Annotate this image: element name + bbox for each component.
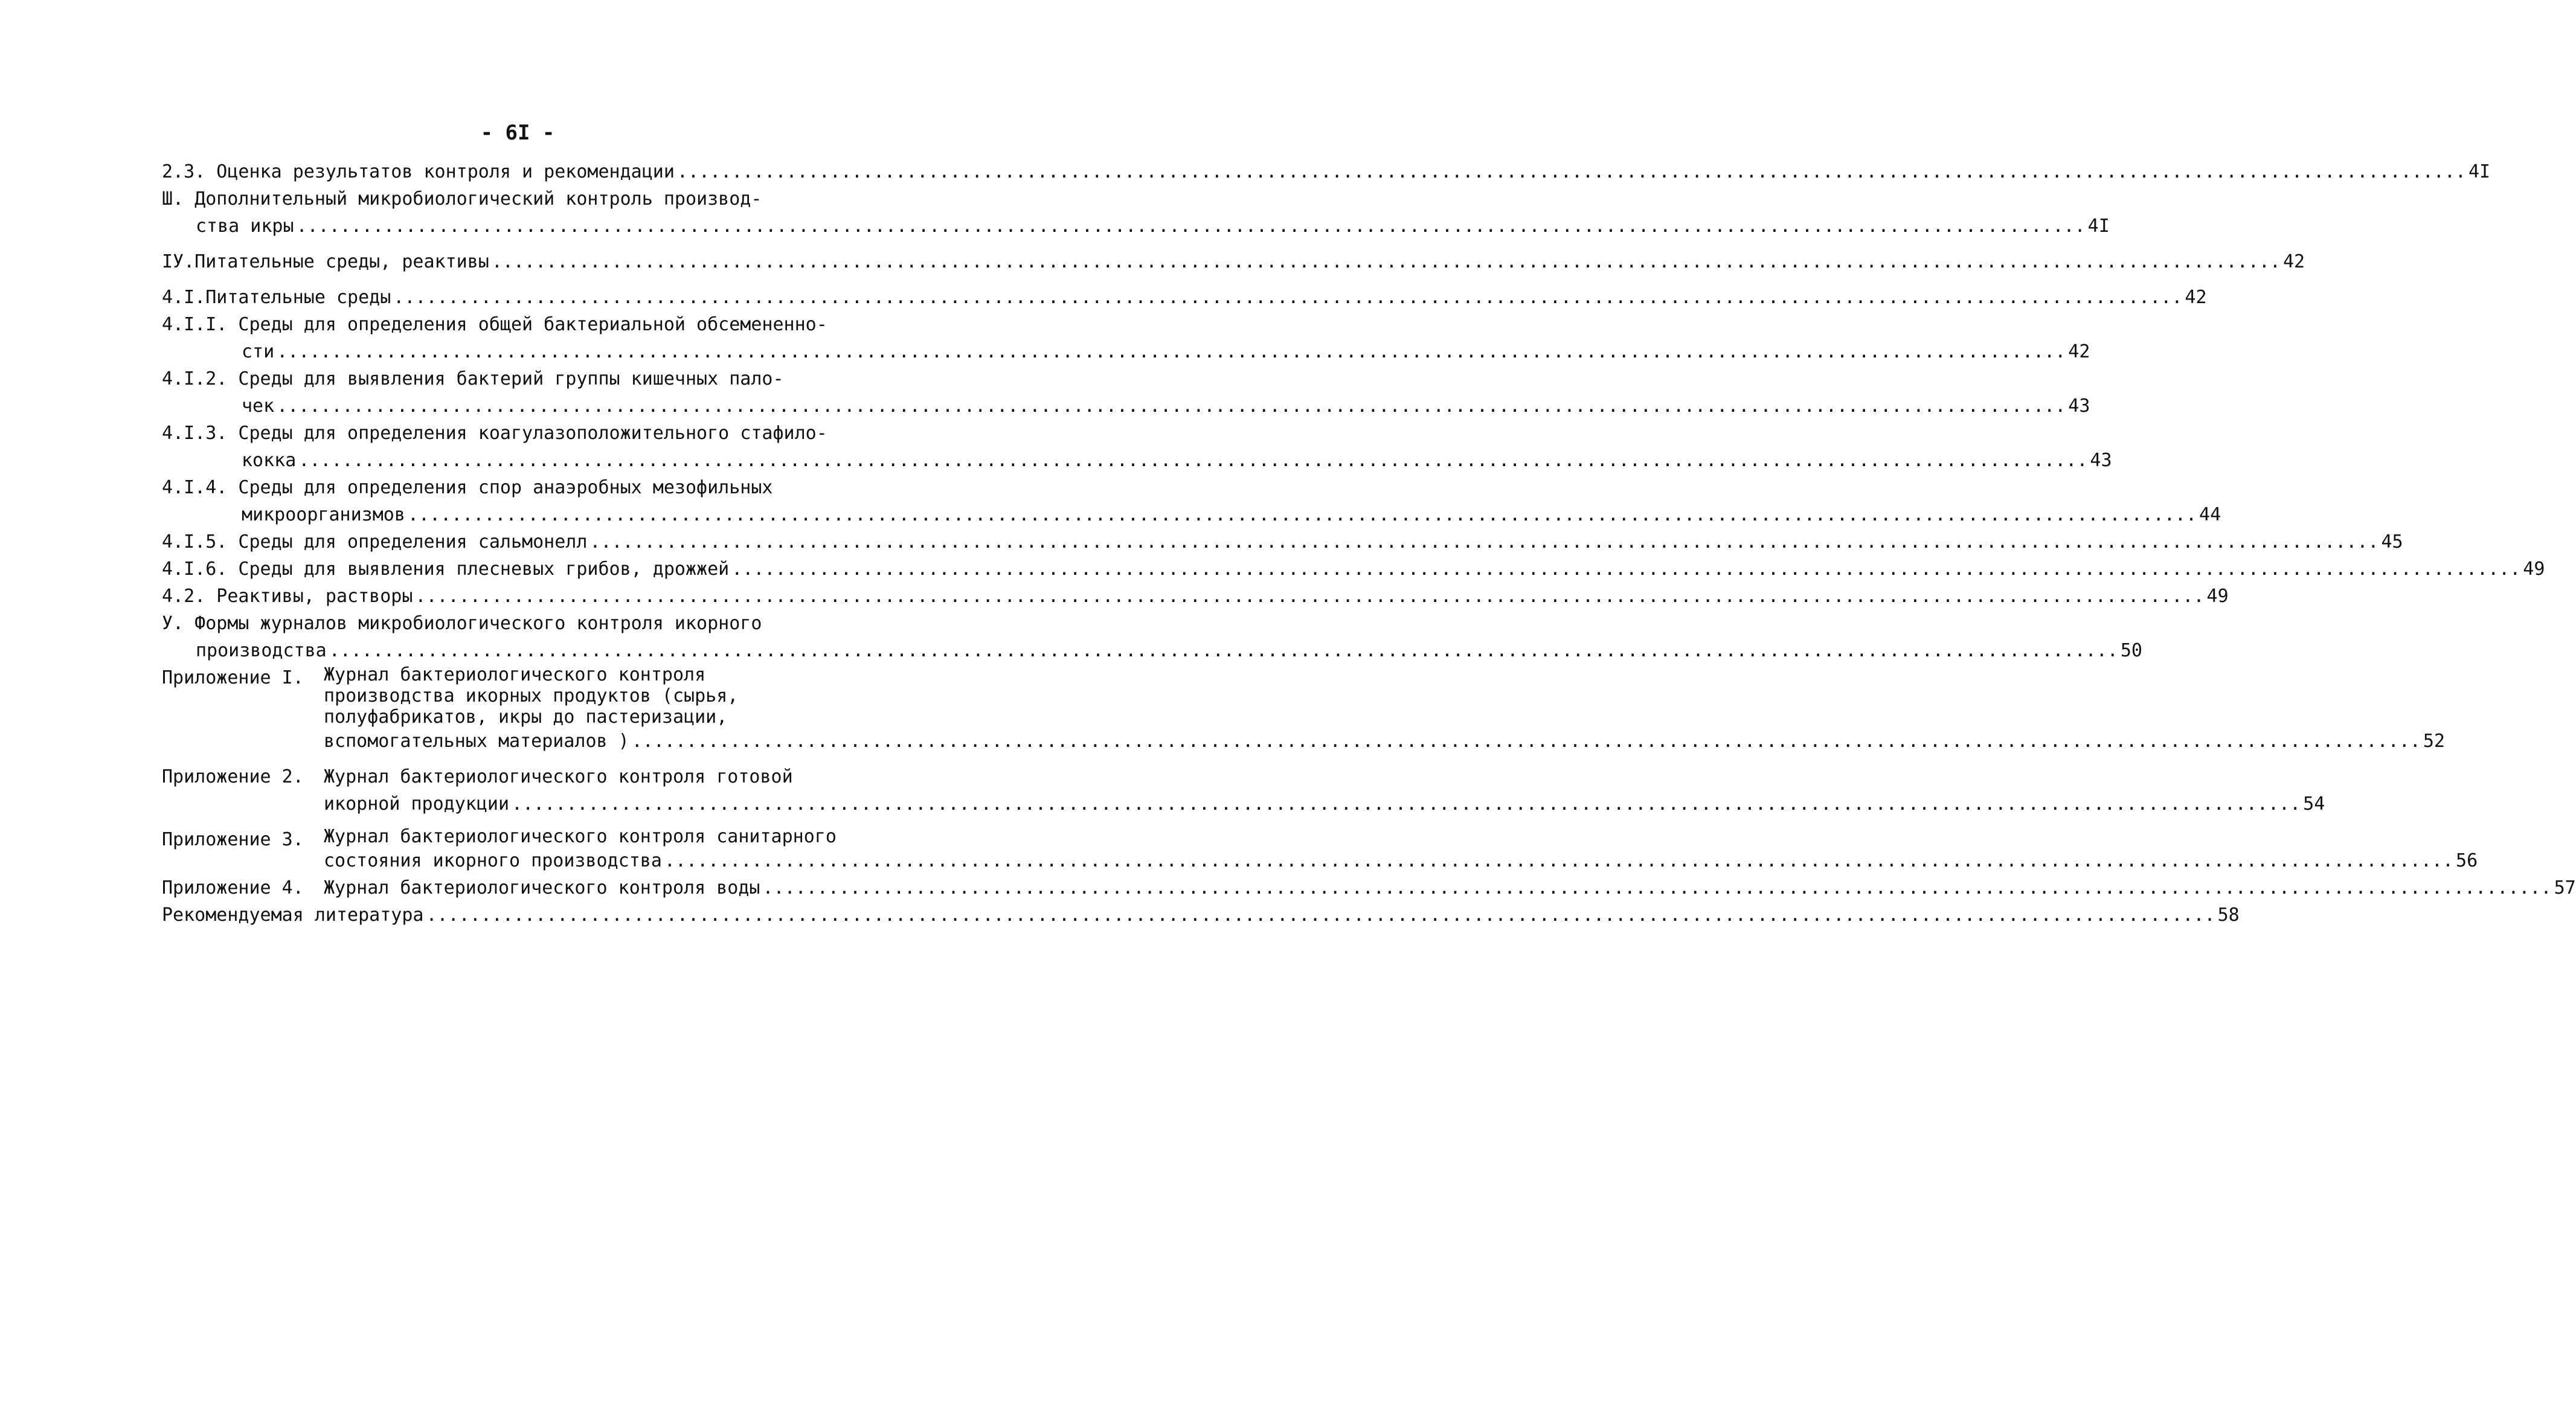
- dot-leader: [677, 158, 2466, 185]
- appendix-text: состояния икорного производства: [324, 850, 662, 871]
- dot-leader: [664, 847, 2453, 874]
- dot-leader: [589, 528, 2378, 556]
- toc-page-ref: 52: [2423, 731, 2445, 752]
- toc-entry-4-1-5: [162, 528, 2403, 556]
- toc-page-ref: 58: [2217, 905, 2240, 926]
- dot-leader: [393, 284, 2182, 311]
- toc-page-ref: 42: [2282, 251, 2305, 272]
- toc-appendix-4: [162, 874, 2576, 901]
- toc-entry-2-3: [162, 158, 2491, 185]
- toc-appendix-3: [162, 826, 2478, 874]
- dot-leader: [632, 728, 2421, 755]
- table-of-contents: [162, 158, 2576, 929]
- appendix-label: Приложение 3.: [162, 829, 304, 850]
- appendix-text: вспомогательных материалов ): [324, 731, 629, 752]
- appendix-text: Журнал бактериологического контроля воды: [324, 877, 760, 898]
- toc-page-ref: 44: [2199, 504, 2221, 525]
- toc-page-ref: 56: [2456, 850, 2478, 871]
- appendix-text: производства икорных продуктов (сырья,: [324, 685, 739, 706]
- dot-leader: [297, 213, 2086, 240]
- dot-leader: [329, 637, 2118, 664]
- toc-entry-text: Ш. Дополнительный микробиологический контроль производ-: [162, 188, 762, 210]
- toc-entry-text-cont: ства икры: [196, 216, 294, 237]
- dot-leader: [492, 248, 2281, 275]
- toc-page-ref: 43: [2090, 450, 2112, 471]
- toc-entry-text: 4.I.4. Среды для определения спор анаэробных мезофильных: [162, 477, 773, 498]
- toc-entry-text: У. Формы журналов микробиологического контроля икорного: [162, 613, 762, 634]
- toc-entry-text-cont: микроорганизмов: [242, 504, 405, 525]
- appendix-text: полуфабрикатов, икры до пастеризации,: [324, 706, 728, 728]
- dot-leader: [277, 338, 2066, 365]
- toc-entry-text: 4.I.2. Среды для выявления бактерий группы кишечных пало-: [162, 368, 784, 389]
- toc-page-ref: 49: [2523, 559, 2545, 580]
- literature-label: Рекомендуемая литература: [162, 905, 424, 926]
- toc-page-ref: 57: [2554, 877, 2576, 898]
- dot-leader: [277, 392, 2066, 420]
- toc-page-ref: 42: [2185, 287, 2207, 308]
- page-number: - 6I -: [480, 121, 555, 145]
- toc-page-ref: 54: [2303, 793, 2325, 815]
- appendix-text: Журнал бактериологического контроля готовой: [324, 766, 793, 787]
- toc-entry-text: 4.I.6. Среды для выявления плесневых грибов, дрожжей: [162, 559, 730, 580]
- toc-entry-text-cont: чек: [242, 395, 275, 417]
- dot-leader: [512, 790, 2301, 818]
- toc-entry-5: [162, 610, 2142, 664]
- dot-leader: [298, 447, 2087, 474]
- toc-entry-text: 4.I.3. Среды для определения коагулазоположительного стафило-: [162, 423, 827, 444]
- appendix-text: Журнал бактериологического контроля: [324, 664, 706, 685]
- appendix-text: Журнал бактериологического контроля санитарного: [324, 826, 837, 847]
- toc-page-ref: 49: [2206, 586, 2229, 607]
- dot-leader: [415, 583, 2204, 610]
- toc-page-ref: 42: [2068, 341, 2090, 362]
- toc-entry-4-1: [162, 284, 2207, 311]
- toc-page-ref: 45: [2381, 531, 2403, 552]
- toc-page-ref: 4I: [2468, 161, 2491, 182]
- toc-entry-text: 4.2. Реактивы, растворы: [162, 586, 413, 607]
- toc-appendix-2: [162, 763, 2325, 818]
- appendix-text: икорной продукции: [324, 793, 510, 815]
- toc-entry-text: 2.3. Оценка результатов контроля и рекомендации: [162, 161, 675, 182]
- toc-entry-4-1-4: [162, 474, 2221, 528]
- toc-entry-4: [162, 248, 2305, 275]
- toc-entry-text: IУ.Питательные среды, реактивы: [162, 251, 489, 272]
- toc-entry-3: [162, 185, 2110, 240]
- toc-entry-4-1-1: [162, 311, 2090, 365]
- toc-entry-text-cont: производства: [196, 640, 327, 661]
- toc-entry-text: 4.I.I. Среды для определения общей бактериальной обсемененно-: [162, 314, 827, 335]
- dot-leader: [426, 901, 2215, 929]
- toc-entry-4-1-2: [162, 365, 2090, 420]
- dot-leader: [408, 501, 2197, 528]
- dot-leader: [731, 556, 2520, 583]
- toc-entry-text: 4.I.Питательные среды: [162, 287, 391, 308]
- toc-page-ref: 4I: [2087, 216, 2110, 237]
- toc-page-ref: 43: [2068, 395, 2090, 417]
- toc-entry-4-2: [162, 583, 2229, 610]
- toc-entry-text-cont: сти: [242, 341, 275, 362]
- appendix-label: Приложение 2.: [162, 766, 304, 787]
- toc-page-ref: 50: [2120, 640, 2142, 661]
- toc-entry-text: 4.I.5. Среды для определения сальмонелл: [162, 531, 588, 552]
- toc-literature: [162, 901, 2240, 929]
- toc-entry-text-cont: кокка: [242, 450, 297, 471]
- toc-entry-4-1-6: [162, 556, 2545, 583]
- toc-appendix-1: [162, 664, 2445, 755]
- dot-leader: [762, 874, 2551, 901]
- appendix-label: Приложение 4.: [162, 877, 304, 898]
- appendix-label: Приложение I.: [162, 667, 304, 688]
- toc-entry-4-1-3: [162, 420, 2112, 474]
